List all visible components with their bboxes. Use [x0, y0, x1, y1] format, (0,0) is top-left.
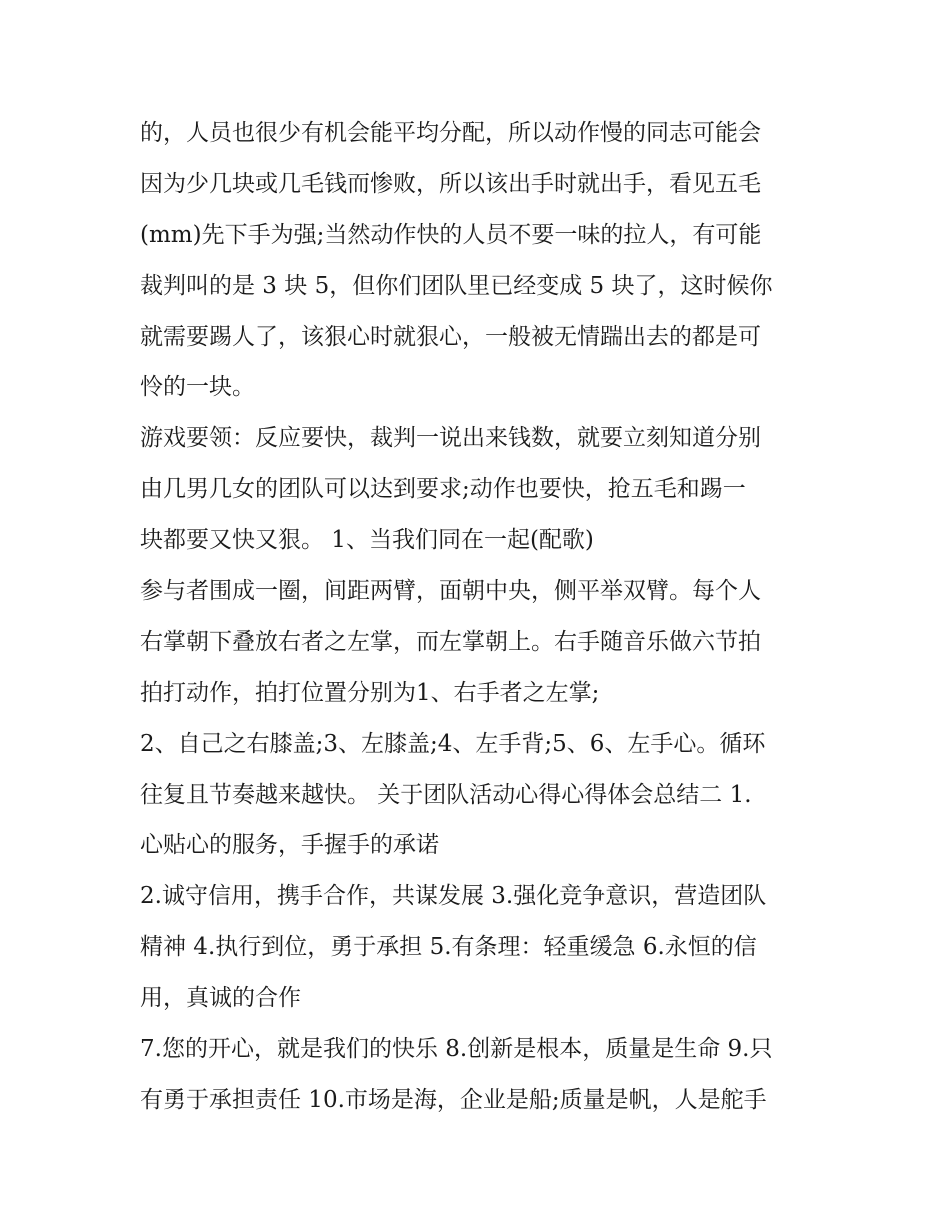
body-text	[140, 108, 820, 1126]
text-line: 裁判叫的是 3 块 5，但你们团队里已经变成 5 块了，这时候你	[140, 272, 773, 299]
text-line: 由几男几女的团队可以达到要求;动作也要快，抢五毛和踢一	[140, 476, 746, 503]
text-line: 拍打动作，拍打位置分别为1、右手者之左掌;	[140, 679, 600, 706]
text-line: 块都要又快又狠。 1、当我们同在一起(配歌)	[140, 527, 594, 554]
text-line: 就需要踢人了，该狠心时就狠心，一般被无情踹出去的都是可	[140, 323, 761, 350]
text-line: 7.您的开心，就是我们的快乐 8.创新是根本，质量是生命 9.只	[140, 1036, 773, 1063]
text-line: 精神 4.执行到位，勇于承担 5.有条理：轻重缓急 6.永恒的信	[140, 934, 757, 961]
text-line: 心贴心的服务，手握手的承诺	[140, 832, 439, 859]
text-line: 往复且节奏越来越快。 关于团队活动心得心得体会总结二 1.	[140, 781, 752, 808]
text-line: 右掌朝下叠放右者之左掌，而左掌朝上。右手随音乐做六节拍	[140, 628, 761, 655]
text-line: 2.诚守信用，携手合作，共谋发展 3.强化竞争意识，营造团队	[140, 883, 767, 910]
text-line: 用，真诚的合作	[140, 985, 301, 1012]
text-line: 的，人员也很少有机会能平均分配，所以动作慢的同志可能会	[140, 120, 761, 146]
text-line: 游戏要领：反应要快，裁判一说出来钱数，就要立刻知道分别	[140, 425, 761, 452]
text-line: 怜的一块。	[140, 374, 255, 401]
text-line: 2、自己之右膝盖;3、左膝盖;4、左手背;5、6、左手心。循环	[140, 730, 766, 757]
text-line: 因为少几块或几毛钱而惨败，所以该出手时就出手，看见五毛	[140, 170, 761, 197]
text-line: 参与者围成一圈，间距两臂，面朝中央，侧平举双臂。每个人	[140, 578, 761, 605]
text-line: 有勇于承担责任 10.市场是海，企业是船;质量是帆，人是舵手	[140, 1086, 767, 1113]
text-line: (mm)先下手为强;当然动作快的人员不要一味的拉人，有可能	[140, 221, 762, 248]
